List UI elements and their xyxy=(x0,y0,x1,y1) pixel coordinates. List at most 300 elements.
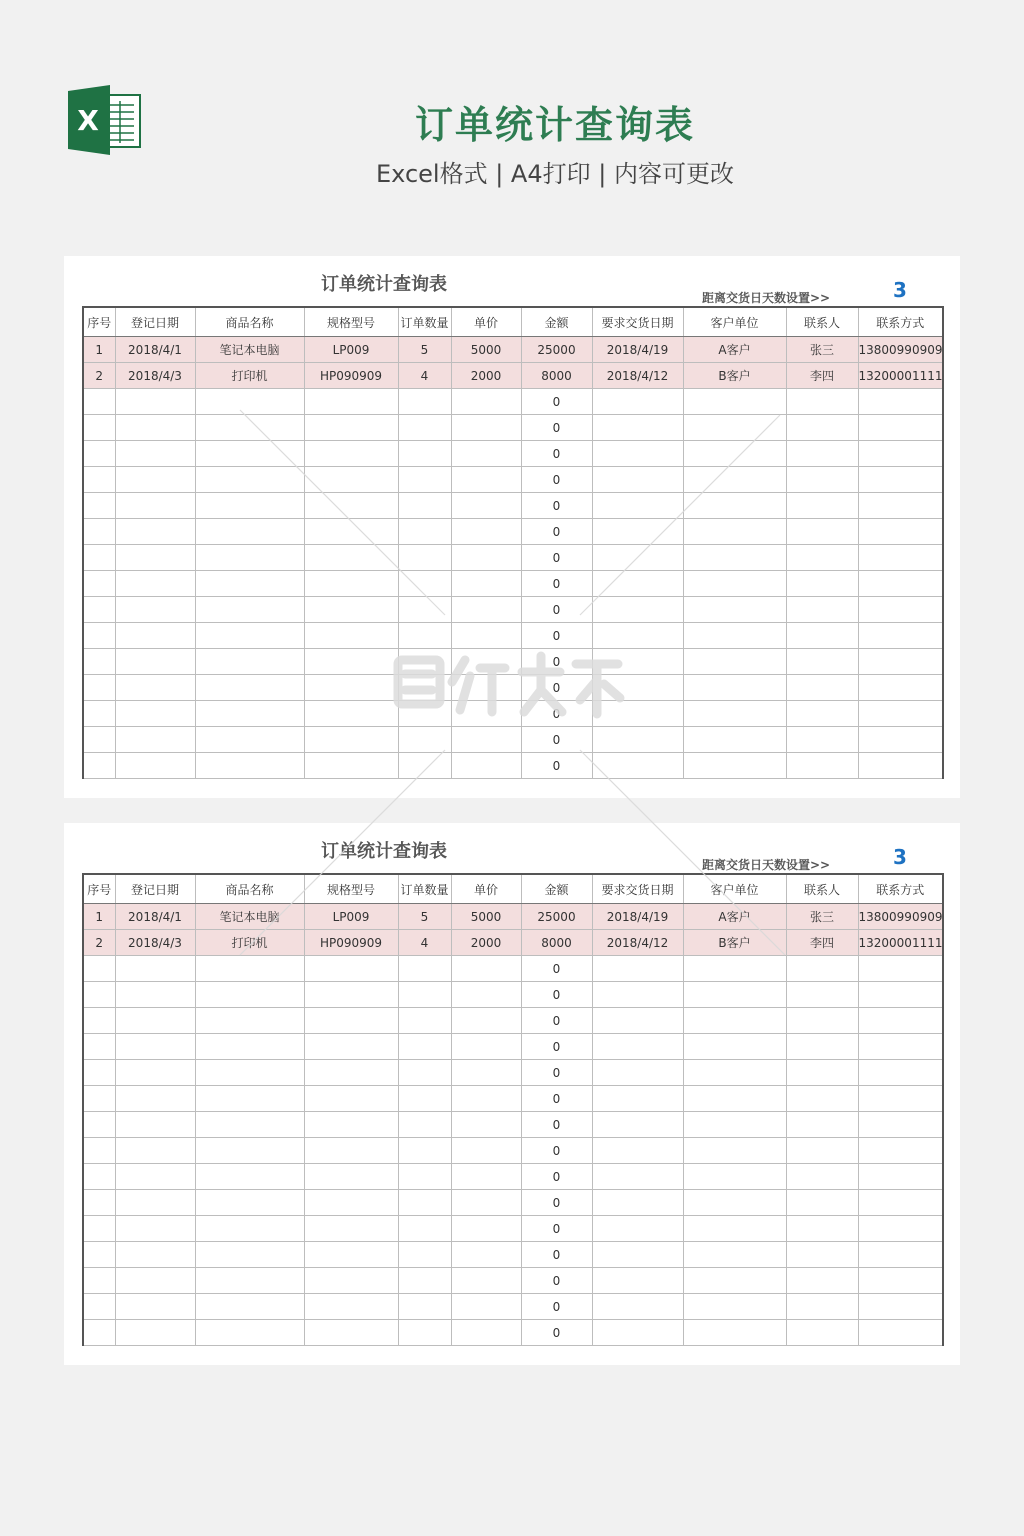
table-cell[interactable] xyxy=(304,1008,398,1034)
table-cell[interactable] xyxy=(786,1190,858,1216)
table-cell[interactable] xyxy=(786,982,858,1008)
table-cell[interactable] xyxy=(451,1008,521,1034)
table-cell[interactable] xyxy=(451,1294,521,1320)
table-cell[interactable] xyxy=(115,389,195,415)
table-cell[interactable] xyxy=(683,956,786,982)
table-cell[interactable] xyxy=(786,1086,858,1112)
table-cell[interactable] xyxy=(304,441,398,467)
table-cell[interactable] xyxy=(683,727,786,753)
table-cell[interactable] xyxy=(195,623,304,649)
table-cell[interactable]: 5 xyxy=(398,337,451,363)
table-cell[interactable]: 0 xyxy=(521,1086,592,1112)
table-cell[interactable] xyxy=(451,1060,521,1086)
table-cell[interactable] xyxy=(195,753,304,779)
table-cell[interactable] xyxy=(83,493,115,519)
table-cell[interactable] xyxy=(786,1138,858,1164)
table-cell[interactable] xyxy=(683,1034,786,1060)
table-cell[interactable]: LP009 xyxy=(304,904,398,930)
table-cell[interactable]: 2018/4/3 xyxy=(115,363,195,389)
table-cell[interactable] xyxy=(398,1008,451,1034)
table-cell[interactable] xyxy=(398,675,451,701)
table-cell[interactable] xyxy=(858,493,943,519)
table-cell[interactable]: 2018/4/19 xyxy=(592,904,683,930)
table-cell[interactable] xyxy=(304,415,398,441)
table-cell[interactable] xyxy=(398,467,451,493)
table-cell[interactable] xyxy=(115,956,195,982)
table-cell[interactable]: B客户 xyxy=(683,930,786,956)
table-cell[interactable] xyxy=(195,441,304,467)
table-cell[interactable] xyxy=(858,753,943,779)
table-cell[interactable] xyxy=(398,1242,451,1268)
table-cell[interactable] xyxy=(304,519,398,545)
table-cell[interactable] xyxy=(304,467,398,493)
table-cell[interactable] xyxy=(592,389,683,415)
table-cell[interactable] xyxy=(83,597,115,623)
table-cell[interactable]: 张三 xyxy=(786,337,858,363)
table-cell[interactable]: 笔记本电脑 xyxy=(195,904,304,930)
table-cell[interactable] xyxy=(786,701,858,727)
table-cell[interactable] xyxy=(304,1268,398,1294)
table-cell[interactable] xyxy=(398,1086,451,1112)
table-cell[interactable] xyxy=(683,1242,786,1268)
table-cell[interactable] xyxy=(451,956,521,982)
table-cell[interactable] xyxy=(683,571,786,597)
table-cell[interactable] xyxy=(115,649,195,675)
table-cell[interactable] xyxy=(83,956,115,982)
table-cell[interactable]: 0 xyxy=(521,649,592,675)
table-cell[interactable] xyxy=(786,623,858,649)
table-cell[interactable] xyxy=(786,675,858,701)
table-cell[interactable] xyxy=(115,1086,195,1112)
table-cell[interactable] xyxy=(83,982,115,1008)
table-cell[interactable] xyxy=(592,1164,683,1190)
table-cell[interactable] xyxy=(115,415,195,441)
table-cell[interactable] xyxy=(83,1112,115,1138)
table-cell[interactable] xyxy=(195,701,304,727)
table-cell[interactable] xyxy=(683,1086,786,1112)
table-cell[interactable]: 0 xyxy=(521,467,592,493)
table-cell[interactable] xyxy=(195,467,304,493)
table-cell[interactable] xyxy=(83,1294,115,1320)
table-cell[interactable]: 0 xyxy=(521,727,592,753)
table-cell[interactable] xyxy=(304,571,398,597)
table-cell[interactable] xyxy=(304,982,398,1008)
table-cell[interactable] xyxy=(451,675,521,701)
table-cell[interactable] xyxy=(683,441,786,467)
table-cell[interactable] xyxy=(683,753,786,779)
table-cell[interactable] xyxy=(858,649,943,675)
table-cell[interactable] xyxy=(83,1242,115,1268)
table-cell[interactable] xyxy=(786,1060,858,1086)
table-cell[interactable] xyxy=(195,389,304,415)
table-cell[interactable] xyxy=(451,1164,521,1190)
table-cell[interactable] xyxy=(115,1216,195,1242)
table-cell[interactable] xyxy=(683,1294,786,1320)
table-cell[interactable] xyxy=(592,1320,683,1346)
table-cell[interactable] xyxy=(451,1086,521,1112)
table-cell[interactable]: 2 xyxy=(83,363,115,389)
table-cell[interactable] xyxy=(398,1294,451,1320)
table-cell[interactable] xyxy=(83,1216,115,1242)
table-cell[interactable] xyxy=(398,1190,451,1216)
table-cell[interactable] xyxy=(786,1112,858,1138)
table-cell[interactable] xyxy=(115,545,195,571)
table-cell[interactable]: 0 xyxy=(521,1008,592,1034)
table-cell[interactable] xyxy=(83,545,115,571)
table-cell[interactable] xyxy=(858,1242,943,1268)
table-cell[interactable]: 笔记本电脑 xyxy=(195,337,304,363)
table-cell[interactable] xyxy=(115,1138,195,1164)
table-cell[interactable] xyxy=(115,1294,195,1320)
table-cell[interactable] xyxy=(592,1190,683,1216)
table-cell[interactable] xyxy=(83,441,115,467)
table-cell[interactable] xyxy=(195,727,304,753)
table-cell[interactable] xyxy=(451,753,521,779)
table-cell[interactable] xyxy=(592,1242,683,1268)
table-cell[interactable]: 打印机 xyxy=(195,930,304,956)
table-cell[interactable] xyxy=(786,1164,858,1190)
table-cell[interactable] xyxy=(592,1112,683,1138)
table-cell[interactable] xyxy=(115,467,195,493)
table-cell[interactable]: B客户 xyxy=(683,363,786,389)
table-cell[interactable] xyxy=(858,1112,943,1138)
table-cell[interactable] xyxy=(683,649,786,675)
table-cell[interactable] xyxy=(592,597,683,623)
table-cell[interactable]: 0 xyxy=(521,493,592,519)
table-cell[interactable] xyxy=(683,519,786,545)
table-cell[interactable] xyxy=(304,956,398,982)
table-cell[interactable] xyxy=(683,545,786,571)
table-cell[interactable] xyxy=(398,389,451,415)
table-cell[interactable] xyxy=(592,1216,683,1242)
table-cell[interactable] xyxy=(592,545,683,571)
table-cell[interactable] xyxy=(786,1008,858,1034)
table-cell[interactable] xyxy=(304,701,398,727)
table-cell[interactable] xyxy=(115,519,195,545)
table-cell[interactable] xyxy=(83,571,115,597)
table-cell[interactable]: 0 xyxy=(521,1190,592,1216)
table-cell[interactable] xyxy=(451,623,521,649)
table-cell[interactable]: 0 xyxy=(521,1034,592,1060)
table-cell[interactable] xyxy=(786,519,858,545)
table-cell[interactable] xyxy=(683,389,786,415)
table-cell[interactable]: 0 xyxy=(521,545,592,571)
table-cell[interactable] xyxy=(786,1294,858,1320)
table-cell[interactable] xyxy=(83,649,115,675)
table-cell[interactable] xyxy=(304,1320,398,1346)
table-cell[interactable]: 1 xyxy=(83,337,115,363)
table-cell[interactable] xyxy=(83,1008,115,1034)
table-cell[interactable] xyxy=(115,982,195,1008)
table-cell[interactable] xyxy=(858,519,943,545)
table-cell[interactable] xyxy=(858,389,943,415)
table-cell[interactable] xyxy=(304,1216,398,1242)
table-cell[interactable]: 0 xyxy=(521,1060,592,1086)
table-cell[interactable]: 0 xyxy=(521,1112,592,1138)
table-cell[interactable] xyxy=(195,1190,304,1216)
table-cell[interactable] xyxy=(304,1164,398,1190)
table-cell[interactable] xyxy=(398,1112,451,1138)
table-cell[interactable] xyxy=(398,493,451,519)
table-cell[interactable] xyxy=(115,1060,195,1086)
table-cell[interactable] xyxy=(592,571,683,597)
table-cell[interactable] xyxy=(858,675,943,701)
table-cell[interactable]: 2018/4/1 xyxy=(115,337,195,363)
table-cell[interactable]: 13200001111 xyxy=(858,363,943,389)
table-cell[interactable] xyxy=(115,571,195,597)
table-cell[interactable] xyxy=(786,753,858,779)
table-cell[interactable] xyxy=(858,1216,943,1242)
table-cell[interactable] xyxy=(83,701,115,727)
days-setting-value[interactable]: 3 xyxy=(893,278,907,302)
table-cell[interactable] xyxy=(398,1034,451,1060)
table-cell[interactable] xyxy=(451,467,521,493)
table-cell[interactable]: 0 xyxy=(521,1216,592,1242)
table-cell[interactable] xyxy=(398,753,451,779)
table-cell[interactable] xyxy=(683,623,786,649)
table-cell[interactable]: 8000 xyxy=(521,363,592,389)
table-cell[interactable] xyxy=(451,1112,521,1138)
days-setting-value[interactable]: 3 xyxy=(893,845,907,869)
table-cell[interactable] xyxy=(786,545,858,571)
table-cell[interactable] xyxy=(683,1320,786,1346)
table-cell[interactable] xyxy=(858,956,943,982)
table-cell[interactable] xyxy=(451,1034,521,1060)
table-cell[interactable] xyxy=(683,415,786,441)
table-cell[interactable] xyxy=(786,1034,858,1060)
table-cell[interactable] xyxy=(592,493,683,519)
table-cell[interactable] xyxy=(398,1320,451,1346)
table-cell[interactable] xyxy=(398,956,451,982)
table-cell[interactable] xyxy=(592,675,683,701)
table-cell[interactable] xyxy=(592,623,683,649)
table-cell[interactable] xyxy=(195,1138,304,1164)
table-cell[interactable]: LP009 xyxy=(304,337,398,363)
table-cell[interactable] xyxy=(83,727,115,753)
table-cell[interactable] xyxy=(398,545,451,571)
table-cell[interactable]: 0 xyxy=(521,441,592,467)
table-cell[interactable] xyxy=(858,1294,943,1320)
table-cell[interactable] xyxy=(304,727,398,753)
table-cell[interactable] xyxy=(195,1320,304,1346)
table-cell[interactable]: 0 xyxy=(521,1138,592,1164)
table-cell[interactable]: 2000 xyxy=(451,930,521,956)
table-cell[interactable]: 张三 xyxy=(786,904,858,930)
table-cell[interactable]: 0 xyxy=(521,597,592,623)
table-cell[interactable] xyxy=(451,597,521,623)
table-cell[interactable] xyxy=(195,597,304,623)
table-cell[interactable] xyxy=(786,1242,858,1268)
table-cell[interactable] xyxy=(451,519,521,545)
table-cell[interactable] xyxy=(195,649,304,675)
table-cell[interactable] xyxy=(195,956,304,982)
table-cell[interactable]: 2018/4/19 xyxy=(592,337,683,363)
table-cell[interactable]: 0 xyxy=(521,415,592,441)
table-cell[interactable] xyxy=(683,1216,786,1242)
table-cell[interactable] xyxy=(398,571,451,597)
table-cell[interactable] xyxy=(398,982,451,1008)
table-cell[interactable] xyxy=(786,441,858,467)
table-cell[interactable]: 0 xyxy=(521,519,592,545)
table-cell[interactable] xyxy=(304,623,398,649)
table-cell[interactable] xyxy=(451,1320,521,1346)
table-cell[interactable] xyxy=(304,545,398,571)
table-cell[interactable] xyxy=(398,1060,451,1086)
table-cell[interactable] xyxy=(398,441,451,467)
table-cell[interactable] xyxy=(115,1112,195,1138)
table-cell[interactable] xyxy=(858,623,943,649)
table-cell[interactable]: 2018/4/12 xyxy=(592,930,683,956)
table-cell[interactable]: 0 xyxy=(521,623,592,649)
table-cell[interactable]: 0 xyxy=(521,1164,592,1190)
table-cell[interactable] xyxy=(195,1008,304,1034)
table-cell[interactable] xyxy=(858,545,943,571)
table-cell[interactable] xyxy=(683,675,786,701)
table-cell[interactable] xyxy=(115,623,195,649)
table-cell[interactable] xyxy=(683,1268,786,1294)
table-cell[interactable] xyxy=(398,701,451,727)
table-cell[interactable]: 打印机 xyxy=(195,363,304,389)
table-cell[interactable] xyxy=(683,1060,786,1086)
table-cell[interactable] xyxy=(304,649,398,675)
table-cell[interactable] xyxy=(858,1060,943,1086)
table-cell[interactable] xyxy=(592,727,683,753)
table-cell[interactable] xyxy=(195,675,304,701)
table-cell[interactable]: 25000 xyxy=(521,337,592,363)
table-cell[interactable] xyxy=(195,982,304,1008)
table-cell[interactable] xyxy=(115,1242,195,1268)
table-cell[interactable]: 5 xyxy=(398,904,451,930)
table-cell[interactable] xyxy=(195,545,304,571)
table-cell[interactable] xyxy=(592,519,683,545)
table-cell[interactable] xyxy=(83,1086,115,1112)
table-cell[interactable] xyxy=(451,545,521,571)
table-cell[interactable] xyxy=(398,1268,451,1294)
table-cell[interactable] xyxy=(304,389,398,415)
table-cell[interactable] xyxy=(195,1242,304,1268)
table-cell[interactable] xyxy=(115,441,195,467)
table-cell[interactable] xyxy=(115,1320,195,1346)
table-cell[interactable] xyxy=(195,415,304,441)
table-cell[interactable] xyxy=(83,389,115,415)
table-cell[interactable] xyxy=(304,1242,398,1268)
table-cell[interactable] xyxy=(592,956,683,982)
table-cell[interactable]: 13800990909 xyxy=(858,904,943,930)
table-cell[interactable]: 4 xyxy=(398,363,451,389)
table-cell[interactable] xyxy=(304,753,398,779)
table-cell[interactable] xyxy=(683,1138,786,1164)
table-cell[interactable] xyxy=(786,493,858,519)
table-cell[interactable] xyxy=(304,1112,398,1138)
table-cell[interactable] xyxy=(858,1164,943,1190)
table-cell[interactable]: 2018/4/1 xyxy=(115,904,195,930)
table-cell[interactable] xyxy=(83,467,115,493)
table-cell[interactable] xyxy=(195,1294,304,1320)
table-cell[interactable] xyxy=(858,1008,943,1034)
table-cell[interactable] xyxy=(451,1190,521,1216)
table-cell[interactable]: 4 xyxy=(398,930,451,956)
table-cell[interactable] xyxy=(115,1190,195,1216)
table-cell[interactable] xyxy=(115,753,195,779)
table-cell[interactable] xyxy=(786,571,858,597)
table-cell[interactable] xyxy=(195,1268,304,1294)
table-cell[interactable] xyxy=(786,415,858,441)
table-cell[interactable] xyxy=(115,727,195,753)
table-cell[interactable] xyxy=(683,1112,786,1138)
table-cell[interactable] xyxy=(858,727,943,753)
table-cell[interactable] xyxy=(115,1164,195,1190)
table-cell[interactable] xyxy=(83,1320,115,1346)
table-cell[interactable] xyxy=(398,415,451,441)
table-cell[interactable] xyxy=(83,1164,115,1190)
table-cell[interactable] xyxy=(786,649,858,675)
table-cell[interactable]: A客户 xyxy=(683,904,786,930)
table-cell[interactable]: 2018/4/12 xyxy=(592,363,683,389)
table-cell[interactable] xyxy=(592,1294,683,1320)
table-cell[interactable] xyxy=(858,1190,943,1216)
table-cell[interactable]: 0 xyxy=(521,1268,592,1294)
table-cell[interactable] xyxy=(592,649,683,675)
table-cell[interactable]: 0 xyxy=(521,701,592,727)
table-cell[interactable] xyxy=(304,675,398,701)
table-cell[interactable] xyxy=(398,1164,451,1190)
table-cell[interactable]: 0 xyxy=(521,1242,592,1268)
table-cell[interactable]: 李四 xyxy=(786,363,858,389)
table-cell[interactable] xyxy=(858,701,943,727)
table-cell[interactable] xyxy=(592,982,683,1008)
table-cell[interactable] xyxy=(304,1294,398,1320)
table-cell[interactable] xyxy=(858,1320,943,1346)
table-cell[interactable] xyxy=(83,1034,115,1060)
table-cell[interactable] xyxy=(786,956,858,982)
table-cell[interactable] xyxy=(195,493,304,519)
table-cell[interactable] xyxy=(592,1086,683,1112)
table-cell[interactable] xyxy=(451,1138,521,1164)
table-cell[interactable] xyxy=(858,1268,943,1294)
table-cell[interactable] xyxy=(592,1034,683,1060)
table-cell[interactable] xyxy=(304,1034,398,1060)
table-cell[interactable] xyxy=(304,493,398,519)
table-cell[interactable] xyxy=(451,441,521,467)
table-cell[interactable] xyxy=(115,675,195,701)
table-cell[interactable]: 0 xyxy=(521,571,592,597)
table-cell[interactable] xyxy=(304,1138,398,1164)
table-cell[interactable] xyxy=(451,727,521,753)
table-cell[interactable] xyxy=(858,571,943,597)
table-cell[interactable] xyxy=(858,1138,943,1164)
table-cell[interactable]: HP090909 xyxy=(304,363,398,389)
table-cell[interactable] xyxy=(398,623,451,649)
table-cell[interactable] xyxy=(304,1060,398,1086)
table-cell[interactable] xyxy=(858,597,943,623)
table-cell[interactable] xyxy=(83,1190,115,1216)
table-cell[interactable] xyxy=(83,1268,115,1294)
table-cell[interactable] xyxy=(592,753,683,779)
table-cell[interactable] xyxy=(683,701,786,727)
table-cell[interactable] xyxy=(451,1268,521,1294)
table-cell[interactable] xyxy=(451,649,521,675)
table-cell[interactable] xyxy=(858,982,943,1008)
table-cell[interactable] xyxy=(592,1268,683,1294)
table-cell[interactable]: 8000 xyxy=(521,930,592,956)
table-cell[interactable] xyxy=(83,415,115,441)
table-cell[interactable] xyxy=(786,1320,858,1346)
table-cell[interactable] xyxy=(83,1138,115,1164)
table-cell[interactable]: 0 xyxy=(521,956,592,982)
table-cell[interactable] xyxy=(195,1086,304,1112)
table-cell[interactable] xyxy=(195,1034,304,1060)
table-cell[interactable]: 25000 xyxy=(521,904,592,930)
